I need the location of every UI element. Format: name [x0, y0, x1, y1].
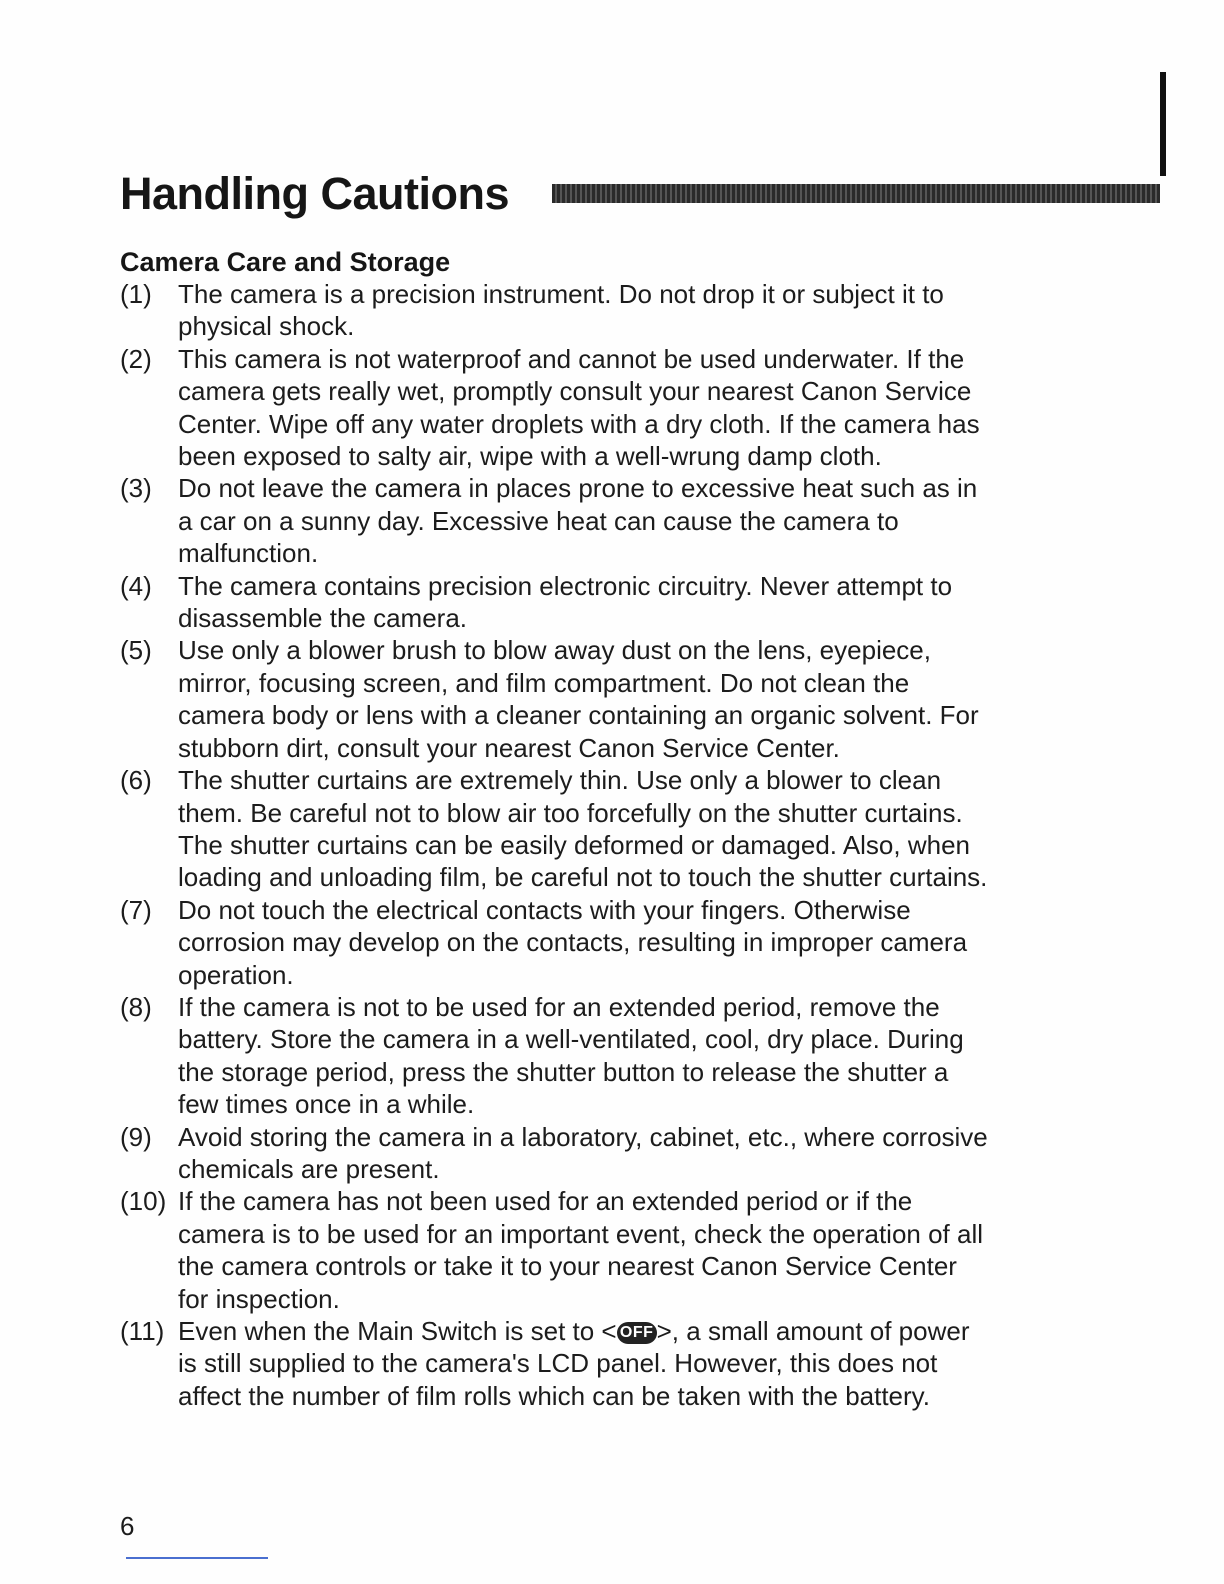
- item-line: camera body or lens with a cleaner containing an organic solvent. For: [178, 700, 979, 731]
- item-text: [178, 991, 1080, 1121]
- list-item: [120, 1185, 1080, 1315]
- list-item: [120, 1121, 1080, 1186]
- item-line: been exposed to salty air, wipe with a well-wrung damp cloth.: [178, 441, 882, 472]
- item-line: The shutter curtains are extremely thin. Use only a blower to clean: [178, 765, 942, 796]
- item-line: affect the number of film rolls which can be taken with the battery.: [178, 1380, 930, 1411]
- title-decorative-bar: [552, 184, 1160, 203]
- item-number: (8): [120, 991, 152, 1022]
- item-line: Avoid storing the camera in a laboratory, cabinet, etc., where corrosive: [178, 1121, 988, 1152]
- item-text: [178, 1315, 1080, 1412]
- item-text: [178, 343, 1080, 473]
- caution-list: [120, 278, 1080, 1412]
- item-line: The camera is a precision instrument. Do not drop it or subject it to: [178, 279, 944, 309]
- main-switch-off-icon: OFF: [617, 1322, 657, 1344]
- page-edge-rule: [1160, 72, 1166, 176]
- list-item: [120, 570, 1080, 635]
- item-number: (2): [120, 343, 152, 374]
- page-title: Handling Cautions: [120, 168, 509, 219]
- item-line: battery. Store the camera in a well-ventilated, cool, dry place. During: [178, 1024, 964, 1055]
- item-line: corrosion may develop on the contacts, resulting in improper camera: [178, 927, 968, 958]
- item-text: [178, 764, 1080, 894]
- item-number: (3): [120, 473, 152, 504]
- list-item: [120, 991, 1080, 1121]
- item-line: This camera is not waterproof and cannot be used underwater. If the: [178, 343, 965, 374]
- item-line: Do not leave the camera in places prone to excessive heat such as in: [178, 473, 978, 504]
- item-line: camera gets really wet, promptly consult your nearest Canon Service: [178, 376, 972, 407]
- item-line: The camera contains precision electronic circuitry. Never attempt to: [178, 570, 953, 601]
- item-number: (4): [120, 570, 152, 601]
- item-line: operation.: [178, 959, 294, 990]
- item-line: them. Be careful not to blow air too forcefully on the shutter curtains.: [178, 797, 963, 828]
- item-line: Use only a blower brush to blow away dust on the lens, eyepiece,: [178, 635, 931, 666]
- item-number: (7): [120, 894, 152, 925]
- item-number: (11): [120, 1316, 165, 1346]
- item-line: If the camera has not been used for an extended period or if the: [178, 1186, 913, 1217]
- item-text: [178, 278, 1080, 343]
- item-text: [178, 1121, 1080, 1186]
- footer-rule: [126, 1557, 268, 1559]
- item-line: loading and unloading film, be careful not to touch the shutter curtains.: [178, 862, 988, 893]
- section-heading: Camera Care and Storage: [120, 247, 451, 277]
- page-number: 6: [120, 1511, 135, 1541]
- item-line: camera is to be used for an important event, check the operation of all: [178, 1218, 984, 1249]
- item-line: the storage period, press the shutter button to release the shutter a: [178, 1056, 949, 1087]
- item-line: few times once in a while.: [178, 1089, 475, 1120]
- item-line-part: Even when the Main Switch is set to <: [178, 1316, 617, 1346]
- item-line: If the camera is not to be used for an extended period, remove the: [178, 991, 940, 1022]
- list-item: [120, 278, 1080, 343]
- item-number: (1): [120, 279, 152, 309]
- item-text: [178, 1185, 1080, 1315]
- item-line: the camera controls or take it to your nearest Canon Service Center: [178, 1251, 957, 1282]
- item-line: malfunction.: [178, 538, 319, 569]
- item-line: is still supplied to the camera's LCD panel. However, this does not: [178, 1348, 938, 1379]
- item-text: [178, 634, 1080, 764]
- list-item: [120, 1315, 1080, 1412]
- list-item: [120, 634, 1080, 764]
- item-text: [178, 570, 1080, 635]
- list-item: [120, 894, 1080, 991]
- list-item: [120, 764, 1080, 894]
- item-number: (9): [120, 1121, 152, 1152]
- item-number: (10): [120, 1186, 167, 1217]
- item-text: [178, 472, 1080, 569]
- item-text: [178, 894, 1080, 991]
- item-line: mirror, focusing screen, and film compartment. Do not clean the: [178, 667, 910, 698]
- title-row: [120, 166, 1162, 226]
- item-line: disassemble the camera.: [178, 603, 468, 634]
- item-number: (5): [120, 635, 152, 666]
- item-line: a car on a sunny day. Excessive heat can cause the camera to: [178, 505, 899, 536]
- item-line: Center. Wipe off any water droplets with a dry cloth. If the camera has: [178, 408, 980, 439]
- item-number: (6): [120, 765, 152, 796]
- item-line: chemicals are present.: [178, 1153, 440, 1184]
- item-line: [178, 1315, 1080, 1347]
- list-item: [120, 343, 1080, 473]
- item-line: The shutter curtains can be easily deformed or damaged. Also, when: [178, 829, 970, 860]
- item-line: for inspection.: [178, 1283, 340, 1314]
- item-line: physical shock.: [178, 311, 355, 342]
- item-line-part: >, a small amount of power: [656, 1316, 970, 1346]
- item-line: Do not touch the electrical contacts with your fingers. Otherwise: [178, 894, 911, 925]
- item-line: stubborn dirt, consult your nearest Canon Service Center.: [178, 732, 840, 763]
- list-item: [120, 472, 1080, 569]
